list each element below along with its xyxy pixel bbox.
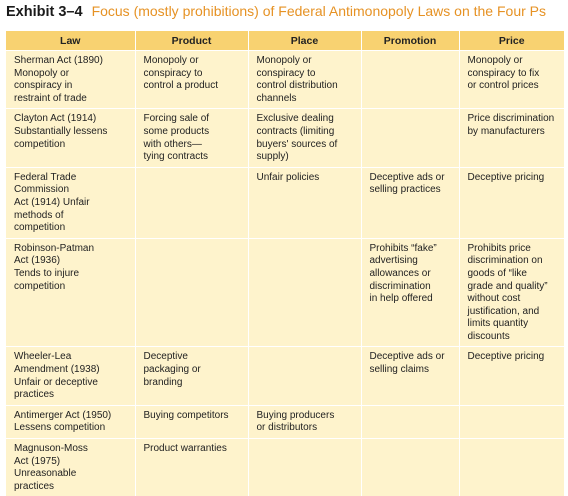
cell-product: Forcing sale of some products with others— tying contracts (135, 109, 248, 167)
table-header-row (6, 31, 564, 51)
cell-place: Buying producers or distributors (248, 405, 361, 438)
table-row (6, 167, 564, 238)
cell-place (248, 238, 361, 347)
cell-promotion: Prohibits “fake” advertising allowances or discrimination in help offered (361, 238, 459, 347)
cell-place: Monopoly or conspiracy to control distribution channels (248, 51, 361, 109)
antimonopoly-laws-table (6, 31, 564, 496)
cell-law: Wheeler-Lea Amendment (1938) Unfair or deceptive practices (6, 347, 135, 405)
cell-law: Federal Trade Commission Act (1914) Unfair methods of competition (6, 167, 135, 238)
cell-promotion (361, 405, 459, 438)
exhibit-title-bar (6, 3, 546, 27)
cell-law: Antimerger Act (1950) Lessens competition (6, 405, 135, 438)
cell-price (459, 439, 564, 496)
cell-product: Monopoly or conspiracy to control a product (135, 51, 248, 109)
cell-product (135, 167, 248, 238)
header-place: Place (248, 31, 361, 51)
table-row (6, 347, 564, 405)
cell-promotion (361, 439, 459, 496)
cell-product: Buying competitors (135, 405, 248, 438)
exhibit-title: Focus (mostly prohibitions) of Federal Antimonopoly Laws on the Four Ps (91, 3, 546, 19)
header-price: Price (459, 31, 564, 51)
cell-price: Prohibits price discrimination on goods of “like grade and quality” without cost justification, and limits quantity discounts (459, 238, 564, 347)
cell-promotion: Deceptive ads or selling practices (361, 167, 459, 238)
header-promotion: Promotion (361, 31, 459, 51)
table-row (6, 439, 564, 496)
cell-promotion: Deceptive ads or selling claims (361, 347, 459, 405)
cell-place: Unfair policies (248, 167, 361, 238)
cell-product: Product warranties (135, 439, 248, 496)
cell-law: Sherman Act (1890) Monopoly or conspiracy in restraint of trade (6, 51, 135, 109)
cell-price: Price discrimination by manufacturers (459, 109, 564, 167)
cell-law: Robinson-Patman Act (1936) Tends to injure competition (6, 238, 135, 347)
cell-price: Monopoly or conspiracy to fix or control prices (459, 51, 564, 109)
cell-place: Exclusive dealing contracts (limiting buyers' sources of supply) (248, 109, 361, 167)
table-row (6, 51, 564, 109)
cell-promotion (361, 109, 459, 167)
header-product: Product (135, 31, 248, 51)
header-law: Law (6, 31, 135, 51)
table-row (6, 238, 564, 347)
cell-product: Deceptive packaging or branding (135, 347, 248, 405)
cell-product (135, 238, 248, 347)
cell-promotion (361, 51, 459, 109)
cell-price: Deceptive pricing (459, 347, 564, 405)
table-row (6, 109, 564, 167)
exhibit-label: Exhibit 3–4 (6, 4, 83, 20)
table-row (6, 405, 564, 438)
cell-law: Magnuson-Moss Act (1975) Unreasonable practices (6, 439, 135, 496)
cell-law: Clayton Act (1914) Substantially lessens competition (6, 109, 135, 167)
cell-place (248, 347, 361, 405)
cell-price: Deceptive pricing (459, 167, 564, 238)
cell-place (248, 439, 361, 496)
cell-price (459, 405, 564, 438)
